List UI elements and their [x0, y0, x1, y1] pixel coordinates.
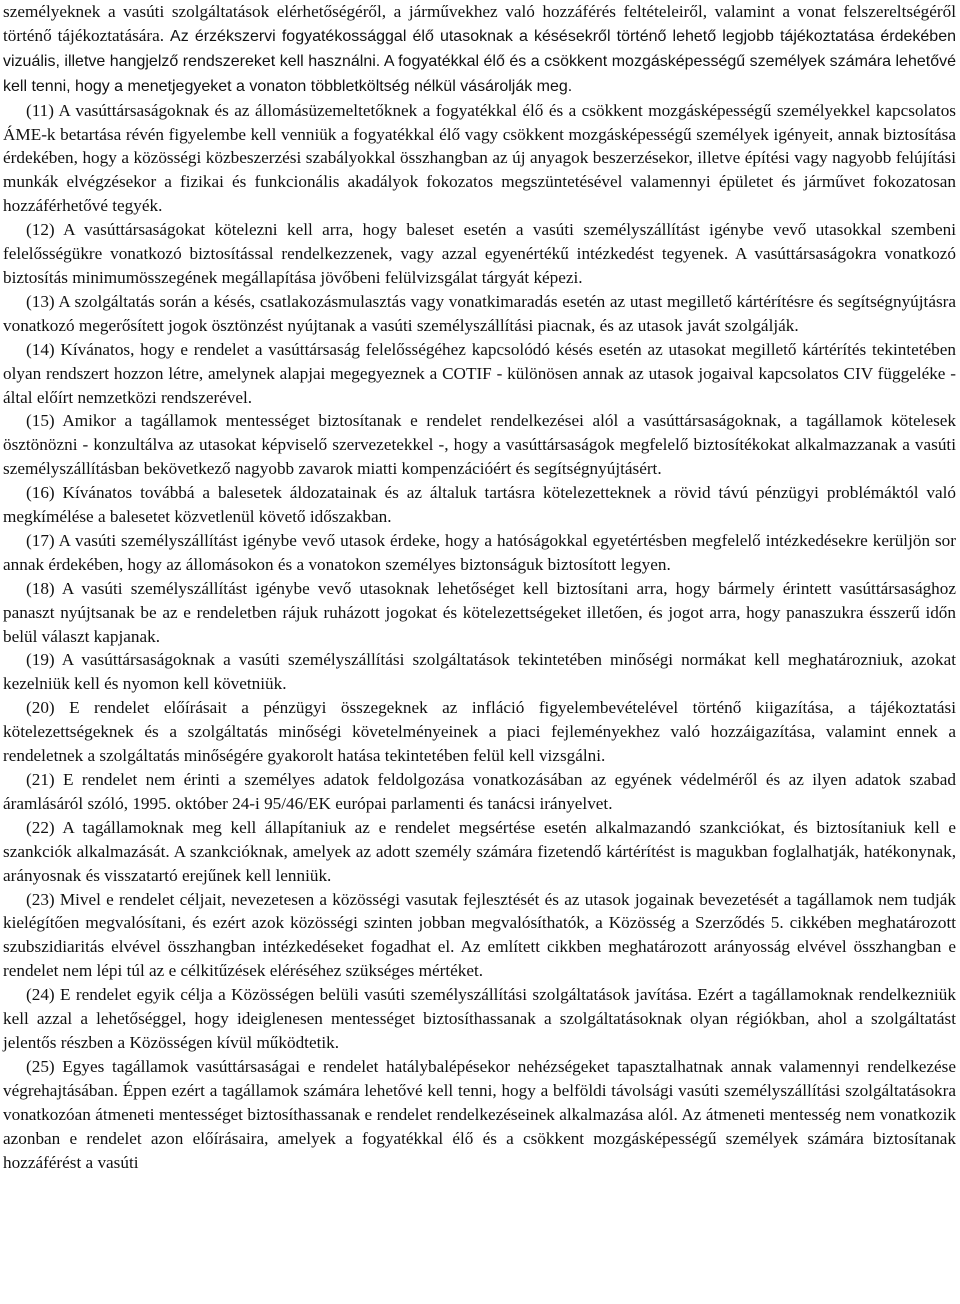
paragraph-16: (16) Kívánatos továbbá a balesetek áldozatainak és az általuk tartásra kötelezetteknek a rövid távú pénzügyi problémáktól való megkímélése a balesetet közvetlenül követő időszakban. [3, 483, 956, 527]
paragraph-23: (23) Mivel e rendelet céljait, nevezetesen a közösségi vasutak fejlesztését és az utasok jogainak bevezetését a tagállamok nem tudják kielégítően megvalósítani, és ezért azok közösségi szinten jobban megvalósíthatók, a Közösség a Szerződés 5. cikkében meghatározott szubszidiaritás elvével összhangban intézkedéseket fogadhat el. Az említett cikkben meghatározott arányosság elvével összhangban e rendelet nem lépi túl az e célkitűzések eléréséhez szükséges mértéket. [3, 889, 956, 981]
paragraph-13: (13) A szolgáltatás során a késés, csatlakozásmulasztás vagy vonatkimaradás esetén az utast megillető kártérítésre és segítségnyújtásra vonatkozó megerősített jogok ösztönzést nyújtanak a vasúti személyszállítási piacnak, és az utasok javát szolgálják. [3, 291, 956, 335]
paragraph-21: (21) E rendelet nem érinti a személyes adatok feldolgozása vonatkozásában az egyének védelméről és az ilyen adatok szabad áramlásáról szóló, 1995. október 24-i 95/46/EK európai parlamenti és tanácsi irányelvet. [3, 770, 956, 813]
paragraph-intro-serif-run: személyeknek a vasúti szolgáltatások elérhetőségéről, a járművekhez való hozzáférés feltételeiről, valamint a vonat felszereltségéről történő tájékoztatására. [3, 2, 956, 45]
paragraph-20: (20) E rendelet előírásait a pénzügyi összegeknek az infláció figyelembevételével történő kiigazítása, a tájékoztatási kötelezettségeknek és a szolgáltatás minőségi követelményeinek a piaci fejleményekhez való hozzáigazítása, valamint ennek a rendeletnek a szolgáltatás minőségére gyakorolt hatása tekintetében felül kell vizsgálni. [3, 698, 956, 766]
paragraph-25: (25) Egyes tagállamok vasúttársaságai e rendelet hatálybalépésekor nehézségeket tapasztalhatnak annak valamennyi rendelkezése végrehajtásában. Éppen ezért a tagállamok számára lehetővé kell tenni, hogy a belföldi távolsági vasúti személyszállítási szolgáltatásokra vonatkozóan átmeneti mentességet biztosíthassanak e rendelet rendelkezéseinek alkalmazása alól. Az átmeneti mentesség nem vonatkozik azonban e rendelet azon előírásaira, amelyek a fogyatékkal élő és a csökkent mozgásképességű személyek számára biztosítanak hozzáférést a vasúti [3, 1056, 956, 1172]
paragraph-24: (24) E rendelet egyik célja a Közösségen belüli vasúti személyszállítási szolgáltatások javítása. Ezért a tagállamoknak rendelkezniük kell azzal a lehetőséggel, hogy ideiglenesen mentességet biztosíthassanak a szolgáltatásoknak olyan régiókban, ahol a szolgáltatást jelentős részben a Közösségen kívül működtetik. [3, 985, 956, 1052]
paragraph-intro-sans-run: Az érzékszervi fogyatékossággal élő utasoknak a késésekről történő lehető legjobb tájékoztatása érdekében vizuális, illetve hangjelző rendszereket kell használni. A fogyatékkal élő és a csökkent mozgásképességű személyek számára lehetővé kell tenni, hogy a menetjegyeket a vonaton többletköltség nélkül vásárolják meg. [3, 27, 956, 95]
paragraph-22: (22) A tagállamoknak meg kell állapítaniuk az e rendelet megsértése esetén alkalmazandó szankciókat, és biztosítaniuk kell e szankciók alkalmazását. A szankcióknak, amelyek az adott személy számára fizetendő kártérítést is magukban foglalhatják, hatékonynak, arányosnak és visszatartó erejűnek kell lenniük. [3, 817, 956, 885]
paragraph-17: (17) A vasúti személyszállítást igénybe vevő utasok érdeke, hogy a hatóságokkal egyetértésben megfelelő intézkedésekre kerüljön sor annak érdekében, hogy az állomásokon és a vonatokon személyes biztonságuk biztosított legyen. [3, 530, 956, 574]
paragraph-12: (12) A vasúttársaságokat kötelezni kell arra, hogy baleset esetén a vasúti személyszállítást igénybe vevő utasokkal szembeni felelősségükre vonatkozó biztosítással rendelkezzenek, vagy azzal egyenértékű intézkedést tegyenek. A vasúttársaságokra vonatkozó biztosítás minimumösszegének megállapítása jövőbeni felülvizsgálat tárgyát képezi. [3, 220, 956, 287]
paragraph-15: (15) Amikor a tagállamok mentességet biztosítanak e rendelet rendelkezései alól a vasúttársaságoknak, a tagállamok kötelesek ösztönözni - konzultálva az utasokat képviselő szervezetekkel -, hogy a vasúttársaságok megfelelő biztosítékokat alkalmazzanak a vasúti személyszállításban bekövetkező nagyobb zavarok miatti kompenzációért és segítségnyújtásért. [3, 411, 956, 479]
paragraph-11: (11) A vasúttársaságoknak és az állomásüzemeltetőknek a fogyatékkal élő és a csökkent mozgásképességű személyekkel kapcsolatos ÁME-k betartása révén figyelembe kell venniük a fogyatékkal élő vagy csökkent mozgásképességű személyek igényeit, annak biztosítása érdekében, hogy a közösségi közbeszerzési szabályokkal összhangban az új anyagok beszerzésekor, illetve építési vagy nagyobb felújítási munkák elvégzésekor a fizikai és funkcionális akadályok fokozatos megszüntetésével valamennyi épületet és járművet fokozatosan hozzáférhetővé tegyék. [3, 100, 956, 216]
paragraph-18: (18) A vasúti személyszállítást igénybe vevő utasoknak lehetőséget kell biztosítani arra, hogy bármely érintett vasúttársasághoz panaszt nyújtsanak be az e rendeletben rájuk ruházott jogokat és kötelezettségeket illetően, és jogot arra, hogy panaszukra ésszerű időn belül választ kapjanak. [3, 578, 956, 646]
paragraph-intro [3, 0, 956, 99]
paragraph-14: (14) Kívánatos, hogy e rendelet a vasúttársaság felelősségéhez kapcsolódó késés esetén az utasokat megillető kártérítés tekintetében olyan rendszert hozzon létre, amelynek alapjai megegyeznek a COTIF - különösen annak az utasok jogaival kapcsolatos CIV függeléke - által előírt nemzetközi rendszerével. [3, 339, 956, 407]
paragraph-19: (19) A vasúttársaságoknak a vasúti személyszállítási szolgáltatások tekintetében minőségi normákat kell meghatározniuk, azokat kezelniük kell és nyomon kell követniük. [3, 650, 956, 694]
